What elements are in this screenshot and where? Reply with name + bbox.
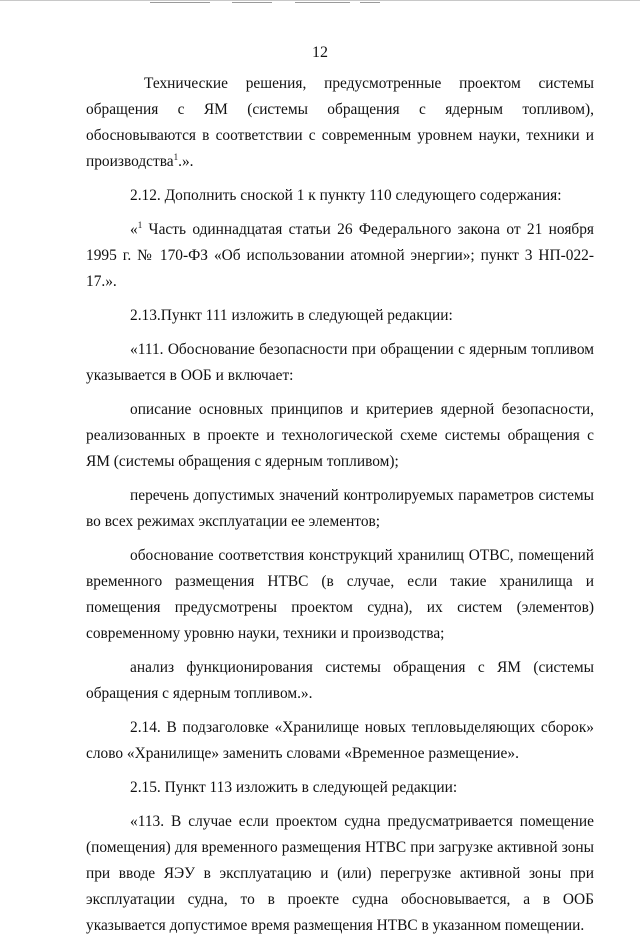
- paragraph-2-15: 2.15. Пункт 113 изложить в следующей редакции:: [130, 779, 458, 796]
- page-number: 12: [312, 44, 328, 61]
- paragraph-technical-solutions: [86, 71, 594, 175]
- paragraph-footnote-1: [86, 217, 594, 295]
- paragraph-text: Технические решения, предусмотренные проектом системы обращения с ЯМ (системы обращения с ядерным топливом), обосновываются в соответствии с современным уровнем науки, техники и производства: [86, 75, 594, 170]
- paragraph-principles: описание основных принципов и критериев ядерной безопасности, реализованных в проекте и технологической схеме системы обращения с ЯМ (системы обращения с ядерным топливом);: [86, 401, 594, 470]
- scan-mark: [232, 2, 272, 3]
- paragraph-storage-justification: обоснование соответствия конструкций хранилищ ОТВС, помещений временного размещения НТВС (в случае, если такие хранилища и помещения предусмотрены проектом судна), их систем (элементов) современному уровню науки, техники и производства;: [86, 547, 594, 642]
- scan-edge: [0, 0, 640, 7]
- scan-mark: [360, 2, 380, 3]
- paragraph-2-13: 2.13.Пункт 111 изложить в следующей редакции:: [130, 307, 453, 324]
- footnote-mark: 1: [137, 220, 143, 230]
- scan-mark: [295, 2, 350, 3]
- paragraph-113: «113. В случае если проектом судна предусматривается помещение (помещения) для временного размещения НТВС при загрузке активной зоны при вводе ЯЭУ в эксплуатацию и (или) перегрузке активной зоны при эксплуатации судна, то в проекте судна обосновывается, а в ООБ указывается допустимое время размещения НТВС в указанном помещении.: [86, 813, 594, 934]
- scan-mark: [150, 2, 210, 3]
- paragraph-tail: .».: [178, 153, 194, 170]
- paragraph-text: Часть одиннадцатая статьи 26 Федерального закона от 21 ноября 1995 г. № 170-ФЗ «Об использовании атомной энергии»; пункт 3 НП-022-17.».: [86, 221, 594, 290]
- quote-open: «: [130, 221, 138, 238]
- document-body: [86, 71, 594, 939]
- paragraph-analysis: анализ функционирования системы обращения с ЯМ (системы обращения с ядерным топливом.».: [86, 659, 594, 702]
- paragraph-2-14: 2.14. В подзаголовке «Хранилище новых тепловыделяющих сборок» слово «Хранилище» заменить словами «Временное размещение».: [86, 719, 594, 762]
- paragraph-2-12: 2.12. Дополнить сноской 1 к пункту 110 следующего содержания:: [130, 187, 562, 204]
- paragraph-111: «111. Обоснование безопасности при обращении с ядерным топливом указывается в ООБ и включает:: [86, 341, 594, 384]
- footnote-mark: 1: [173, 152, 179, 162]
- paragraph-parameters: перечень допустимых значений контролируемых параметров системы во всех режимах эксплуатации ее элементов;: [86, 487, 594, 530]
